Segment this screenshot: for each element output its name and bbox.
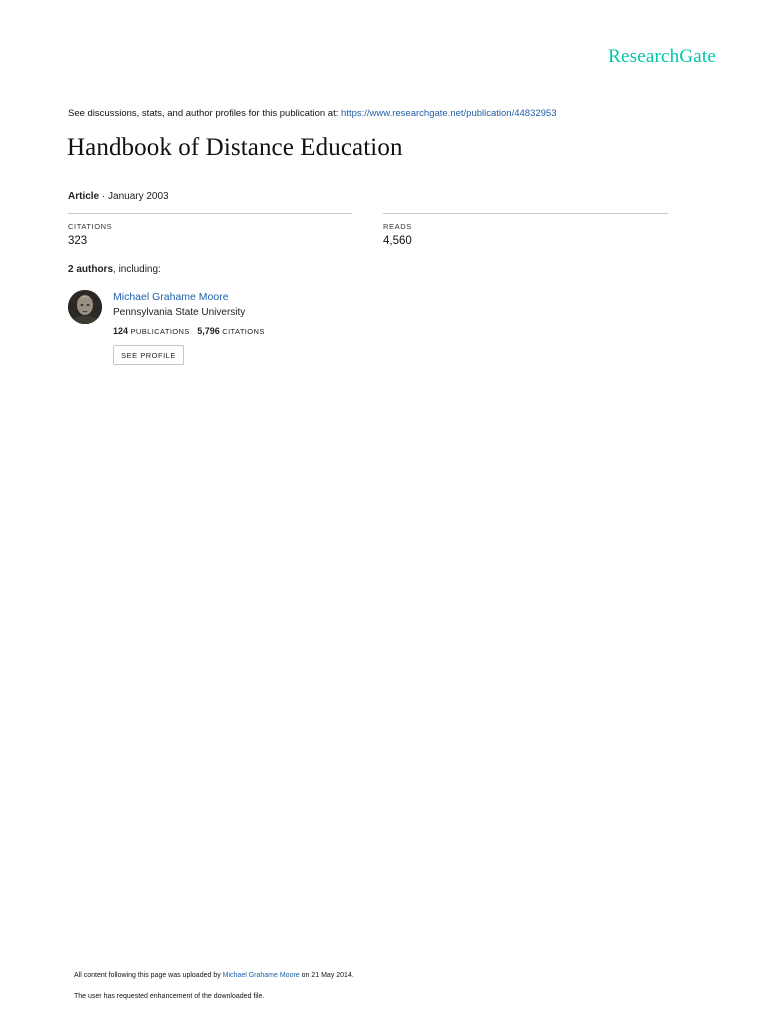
author-photo-icon bbox=[68, 290, 102, 324]
publication-url-link[interactable]: https://www.researchgate.net/publication/44832953 bbox=[341, 108, 557, 119]
author-counts bbox=[113, 326, 265, 336]
author-affiliation: Pennsylvania State University bbox=[113, 307, 246, 318]
publication-type: Article bbox=[68, 191, 100, 202]
uploader-link[interactable]: Michael Grahame Moore bbox=[222, 972, 300, 979]
discussion-line bbox=[68, 108, 557, 119]
author-avatar[interactable] bbox=[68, 290, 102, 324]
author-citations-count: 5,796 bbox=[197, 326, 220, 336]
citations-label: CITATIONS bbox=[68, 222, 113, 231]
publications-count: 124 bbox=[113, 326, 129, 336]
authors-suffix: , including: bbox=[113, 264, 161, 275]
citations-value: 323 bbox=[68, 235, 88, 247]
meta-separator: · bbox=[99, 191, 109, 202]
upload-note bbox=[74, 972, 354, 979]
reads-label: READS bbox=[383, 222, 412, 231]
discussion-prefix: See discussions, stats, and author profiles for this publication at: bbox=[68, 108, 342, 119]
authors-heading bbox=[68, 264, 161, 275]
researchgate-logo[interactable]: ResearchGate bbox=[608, 46, 716, 67]
authors-count: 2 authors bbox=[68, 264, 114, 275]
publication-meta bbox=[68, 191, 169, 202]
upload-suffix: on 21 May 2014. bbox=[299, 972, 354, 979]
publication-title: Handbook of Distance Education bbox=[67, 134, 403, 161]
author-citations-label: CITATIONS bbox=[222, 327, 265, 336]
reads-divider bbox=[383, 213, 668, 214]
citations-divider bbox=[68, 213, 352, 214]
upload-prefix: All content following this page was uploaded by bbox=[74, 972, 223, 979]
enhancement-note: The user has requested enhancement of the downloaded file. bbox=[74, 993, 265, 1000]
publications-label: PUBLICATIONS bbox=[130, 327, 190, 336]
author-name-link[interactable]: Michael Grahame Moore bbox=[113, 291, 229, 303]
see-profile-button[interactable]: SEE PROFILE bbox=[113, 345, 184, 365]
publication-date: January 2003 bbox=[108, 191, 169, 202]
reads-value: 4,560 bbox=[383, 235, 412, 247]
